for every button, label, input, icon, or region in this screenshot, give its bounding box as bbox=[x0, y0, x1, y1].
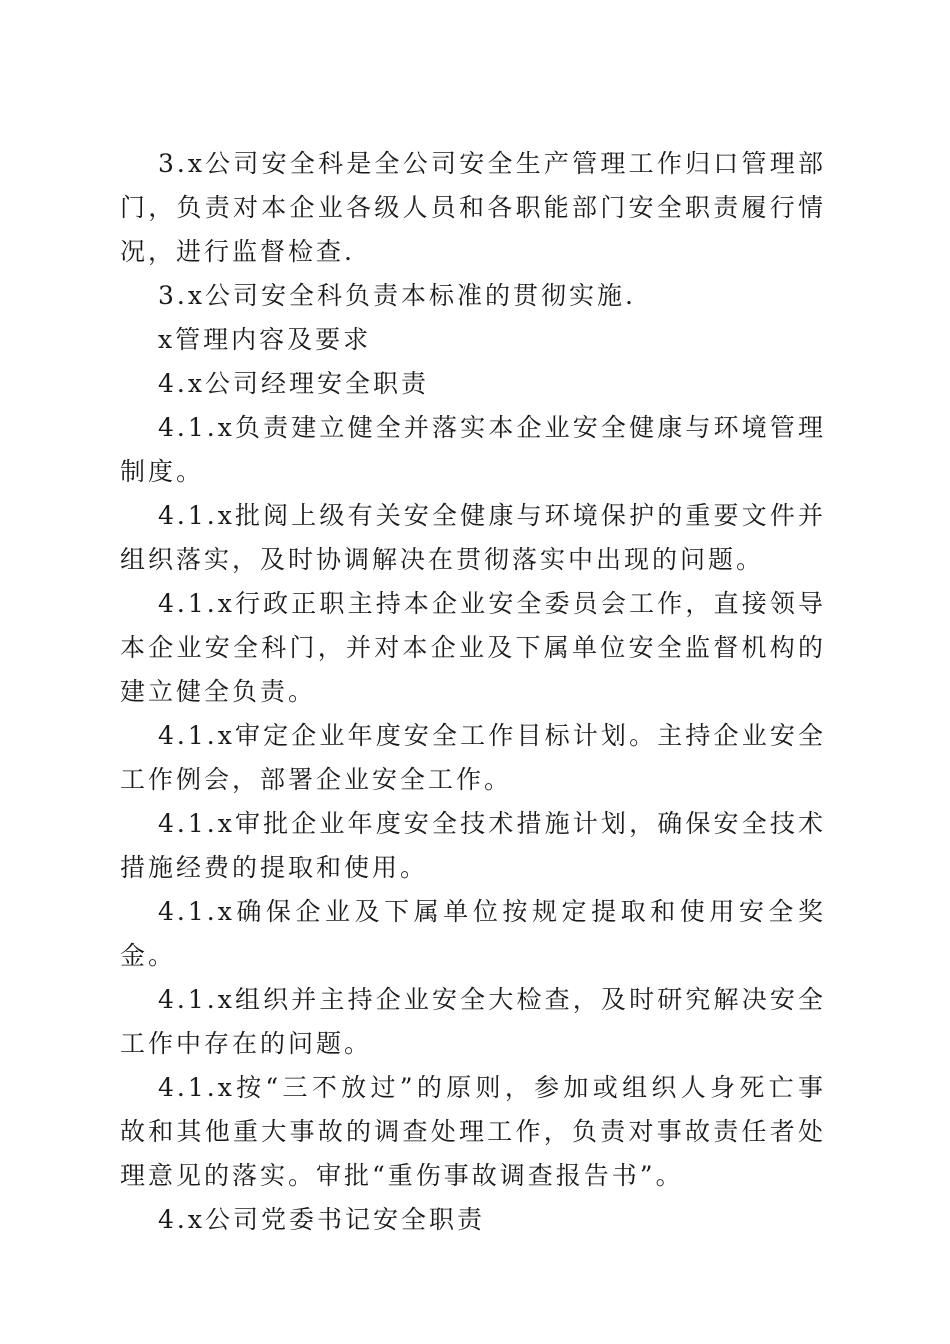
paragraph-4-1-accident-investigation: 4.1.x按“三不放过”的原则，参加或组织人身死亡事故和其他重大事故的调查处理工作，负责对事故责任者处理意见的落实。审批“重伤事故调查报告书”。 bbox=[120, 1073, 826, 1190]
paragraph-4-1-chair-committee: 4.1.x行政正职主持本企业安全委员会工作，直接领导本企业安全科门，并对本企业及下属单位安全监督机构的建立健全负责。 bbox=[120, 589, 826, 706]
section-heading-manager-duties: 4.x公司经理安全职责 bbox=[158, 369, 429, 398]
paragraph-4-1-annual-plan: 4.1.x审定企业年度安全工作目标计划。主持企业安全工作例会，部署企业安全工作。 bbox=[120, 721, 826, 794]
document-body bbox=[120, 142, 826, 1242]
paragraph-3-standard-implementation: 3.x公司安全科负责本标准的贯彻实施. bbox=[158, 281, 636, 310]
paragraph-3-safety-dept-duty: 3.x公司安全科是全公司安全生产管理工作归口管理部门，负责对本企业各级人员和各职能部门安全职责履行情况，进行监督检查. bbox=[120, 149, 826, 266]
paragraph-4-1-review-documents: 4.1.x批阅上级有关安全健康与环境保护的重要文件并组织落实，及时协调解决在贯彻落实中出现的问题。 bbox=[120, 501, 826, 574]
paragraph-4-1-safety-inspection: 4.1.x组织并主持企业安全大检查，及时研究解决安全工作中存在的问题。 bbox=[120, 985, 826, 1058]
paragraph-4-1-safety-bonus: 4.1.x确保企业及下属单位按规定提取和使用安全奖金。 bbox=[120, 897, 826, 970]
paragraph-4-1-establish-system: 4.1.x负责建立健全并落实本企业安全健康与环境管理制度。 bbox=[120, 413, 826, 486]
paragraph-4-1-technical-measures: 4.1.x审批企业年度安全技术措施计划，确保安全技术措施经费的提取和使用。 bbox=[120, 809, 826, 882]
section-heading-party-secretary-duties: 4.x公司党委书记安全职责 bbox=[158, 1205, 485, 1234]
section-heading-management-content: x管理内容及要求 bbox=[158, 325, 372, 354]
